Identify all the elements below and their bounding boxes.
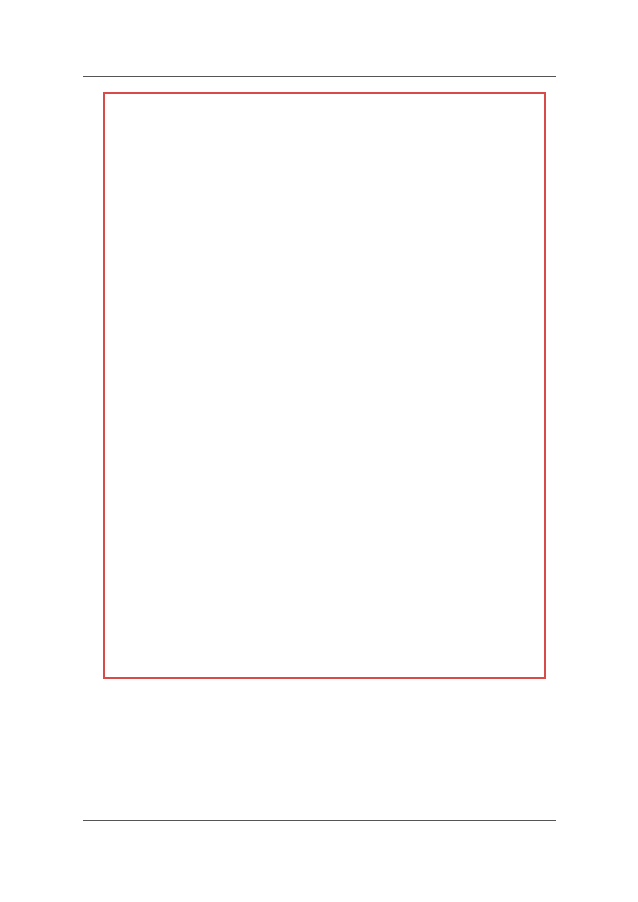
header-rule [83,76,556,77]
figure-frame [103,92,546,679]
footer-rule [83,820,556,821]
